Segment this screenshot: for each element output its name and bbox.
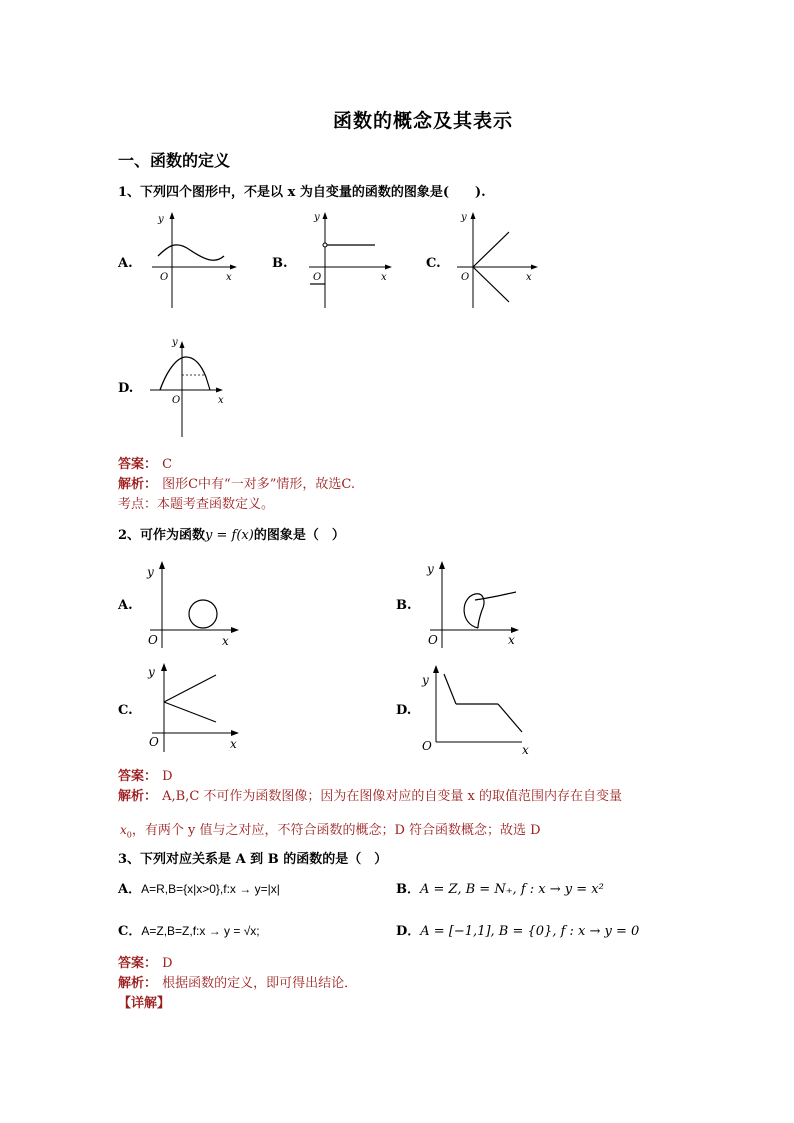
y-label: y: [422, 673, 429, 687]
q1-analysis-line: [118, 473, 355, 492]
q1-graph-c: [455, 210, 545, 310]
x-axis-arrow: [231, 730, 239, 736]
answer-value: D: [162, 956, 173, 971]
section-heading: 一、函数的定义: [118, 151, 231, 170]
origin-label: O: [428, 633, 438, 647]
q2-stem-math: y = f(x): [205, 528, 254, 543]
x-label: x: [226, 272, 232, 283]
loop-curve: [464, 592, 516, 628]
y-label: y: [148, 665, 155, 679]
origin-label: O: [422, 739, 432, 753]
q1-stem: 1、下列四个图形中，不是以 x 为自变量的函数的图象是( ).: [118, 185, 486, 200]
q1-graph-b: [305, 210, 395, 310]
tail: [206, 377, 210, 390]
q3-option-b-label: B．: [396, 882, 420, 897]
upper-ray: [164, 675, 216, 702]
y-label: y: [314, 212, 320, 223]
q2-option-b-label: B.: [396, 598, 412, 613]
upper-ray: [473, 232, 509, 267]
answer-value: C: [162, 457, 173, 472]
x-axis-arrow: [531, 265, 538, 270]
q3-option-a-label: A．: [118, 882, 142, 897]
q3-option-d: [396, 920, 639, 939]
x-label: x: [522, 743, 529, 757]
x-label: x: [230, 737, 237, 751]
y-label: y: [461, 212, 467, 223]
q3-option-b: [396, 878, 604, 897]
segment-1: [444, 674, 456, 704]
q2-stem: [118, 524, 345, 543]
q1-graph-a: [150, 210, 240, 310]
q2-graph-a: [140, 558, 250, 653]
analysis-text-2: ，有两个 y 值与之对应，不符合函数的概念；D 符合函数概念；故选 D: [131, 823, 541, 838]
x-label: x: [218, 395, 224, 406]
q1-option-b-label: B.: [272, 256, 288, 271]
x0-subscript: 0: [126, 830, 132, 840]
q3-option-a-text: A=R,B={x|x>0},f:x → y=|x|: [141, 882, 280, 896]
q3-stem: 3、下列对应关系是 A 到 B 的函数的是（ ）: [118, 852, 388, 867]
analysis-text-1: A,B,C 不可作为函数图像；因为在图像对应的自变量 x 的取值范围内存在自变量: [162, 789, 622, 804]
q3-option-b-text: A = Z, B = N₊, f : x → y = x²: [420, 882, 604, 897]
y-label: y: [147, 565, 154, 579]
y-axis-arrow: [161, 663, 167, 671]
x-label: x: [222, 634, 229, 648]
x-axis-arrow: [216, 388, 223, 393]
q1-graph-d: [150, 335, 240, 440]
analysis-label: 解析：: [118, 976, 158, 991]
q3-answer-line: [118, 952, 173, 971]
curve: [160, 357, 206, 390]
y-axis-arrow: [159, 561, 165, 569]
q3-option-c-text: A=Z,B=Z,f:x → y = √x;: [141, 924, 260, 938]
y-axis-arrow: [180, 341, 185, 348]
curve: [158, 245, 224, 260]
q1-answer-line: [118, 453, 172, 472]
q1-option-d-label: D.: [118, 381, 134, 396]
x-label: x: [508, 633, 515, 647]
q1-option-a-label: A.: [118, 256, 133, 271]
y-axis-arrow: [433, 665, 439, 673]
lower-ray: [473, 267, 509, 302]
analysis-text: 图形C中有“一对多”情形，故选C.: [162, 477, 355, 492]
x-axis-arrow: [385, 265, 392, 270]
analysis-text: 根据函数的定义，即可得出结论．: [162, 976, 358, 991]
y-axis-arrow: [170, 212, 175, 219]
x-label: x: [381, 272, 387, 283]
x-label: x: [526, 272, 532, 283]
q2-option-a-label: A.: [118, 598, 133, 613]
origin-label: O: [149, 735, 159, 749]
answer-label: 答案：: [118, 769, 158, 784]
analysis-label: 解析：: [118, 789, 158, 804]
q2-stem-prefix: 2、可作为函数: [118, 528, 206, 543]
q2-graph-d: [418, 662, 538, 757]
answer-label: 答案：: [118, 457, 158, 472]
q2-option-c-label: C.: [118, 703, 133, 718]
y-axis-arrow: [323, 212, 328, 219]
q3-option-d-text: A = [−1,1], B = {0}, f : x → y = 0: [420, 924, 640, 939]
q2-stem-suffix: 的图象是（ ）: [253, 528, 345, 543]
page-title: 函数的概念及其表示: [333, 110, 514, 132]
q2-analysis-line-2: [120, 819, 541, 840]
q2-answer-line: [118, 765, 173, 784]
q3-option-a: [118, 878, 280, 897]
q2-option-d-label: D.: [396, 703, 412, 718]
y-label: y: [427, 562, 434, 576]
origin-label: O: [160, 272, 169, 283]
origin-label: O: [461, 272, 470, 283]
q2-analysis-line-1: [118, 785, 622, 804]
x-axis-arrow: [230, 265, 237, 270]
origin-label: O: [148, 633, 158, 647]
lower-ray: [164, 702, 216, 722]
analysis-label: 解析：: [118, 477, 158, 492]
y-label: y: [172, 337, 178, 348]
y-label: y: [158, 214, 164, 225]
q2-graph-b: [420, 558, 530, 653]
open-point: [323, 243, 327, 247]
circle-curve: [189, 600, 217, 628]
answer-value: D: [162, 769, 173, 784]
y-axis-arrow: [471, 212, 476, 219]
y-axis-arrow: [439, 561, 445, 569]
segment-3: [498, 704, 522, 732]
answer-label: 答案：: [118, 956, 158, 971]
x0-symbol: x: [120, 823, 127, 837]
origin-label: O: [313, 272, 322, 283]
origin-label: O: [172, 395, 181, 406]
x-axis-arrow: [231, 627, 239, 633]
q3-option-c-label: C．: [118, 924, 142, 939]
q1-option-c-label: C.: [426, 256, 441, 271]
q1-kaodian: 考点：本题考查函数定义。: [118, 497, 275, 512]
q3-option-d-label: D．: [396, 924, 421, 939]
q3-option-c: [118, 920, 260, 939]
q3-detail-heading: 【详解】: [118, 996, 171, 1011]
q2-graph-c: [140, 660, 250, 755]
q3-analysis-line: [118, 972, 357, 991]
